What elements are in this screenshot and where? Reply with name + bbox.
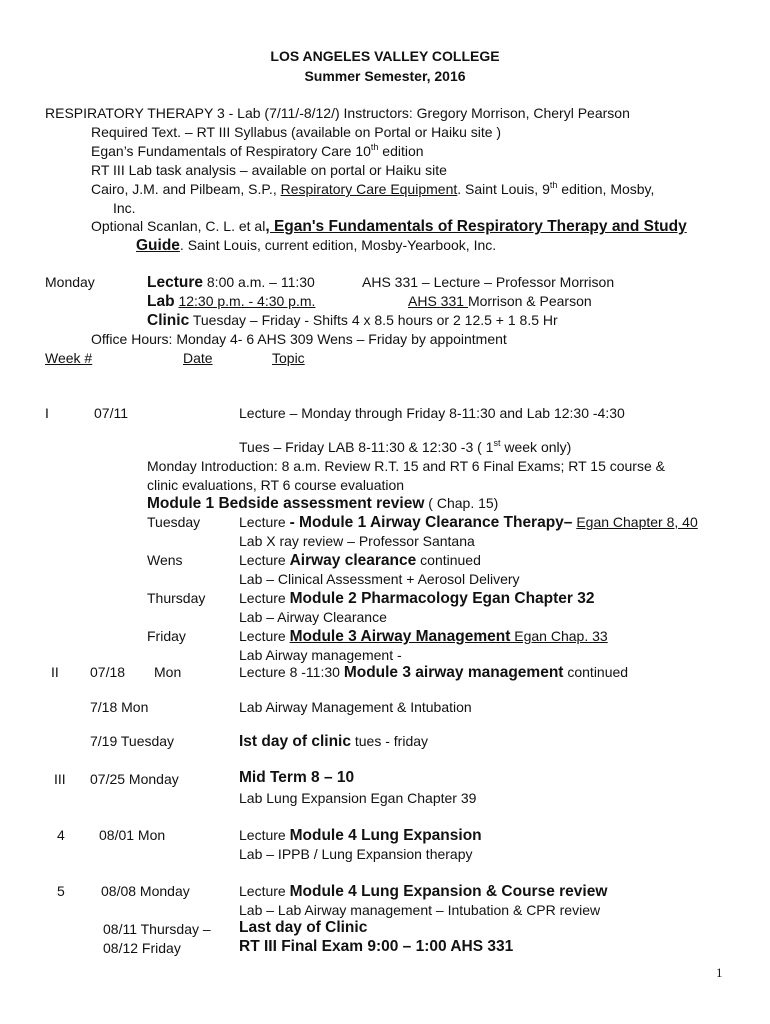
week-topic: Lecture Module 4 Lung Expansion xyxy=(239,827,482,844)
week-topic-lab: Lab – Lab Airway management – Intubation & CPR review xyxy=(239,902,601,918)
row-topic: Ist day of clinic tues - friday xyxy=(239,733,429,750)
introduction-line: Monday Introduction: 8 a.m. Review R.T. 15 and RT 6 Final Exams; RT 15 course & xyxy=(147,458,665,474)
lecture-room: AHS 331 – Lecture – Professor Morrison xyxy=(362,274,615,290)
cairo-text-cont: Inc. xyxy=(113,200,136,216)
week-topic-lab: Lab – IPPB / Lung Expansion therapy xyxy=(239,846,473,862)
page-number: 1 xyxy=(716,965,723,980)
introduction-line-cont: clinic evaluations, RT 6 course evaluation xyxy=(147,477,405,493)
day-label: Tuesday xyxy=(147,514,201,530)
monday-label: Monday xyxy=(45,274,95,290)
lab-room: AHS 331 Morrison & Pearson xyxy=(408,293,592,309)
course-line: RESPIRATORY THERAPY 3 - Lab (7/11/-8/12/) Instructors: Gregory Morrison, Cheryl Pearson xyxy=(45,105,630,121)
office-hours: Office Hours: Monday 4- 6 AHS 309 Wens – Friday by appointment xyxy=(91,331,507,347)
week-topic-lab: Lab Lung Expansion Egan Chapter 39 xyxy=(239,790,477,806)
week-date: 07/18 xyxy=(90,664,126,680)
egan-text: Egan’s Fundamentals of Respiratory Care 10th edition xyxy=(91,142,424,159)
week-topic: Lecture – Monday through Friday 8-11:30 and Lab 12:30 -4:30 xyxy=(239,405,625,421)
week-topic: Mid Term 8 – 10 xyxy=(239,769,355,786)
topic-column-header: Topic xyxy=(272,350,305,366)
cairo-text: Cairo, J.M. and Pilbeam, S.P., Respiratory Care Equipment. Saint Louis, 9th edition, Mosby, xyxy=(91,180,655,197)
week-number: 5 xyxy=(57,883,65,899)
week-number: II xyxy=(51,664,59,680)
friday-lecture: Lecture Module 3 Airway Management Egan Chap. 33 xyxy=(239,628,608,645)
college-title: LOS ANGELES VALLEY COLLEGE xyxy=(270,48,500,64)
row-topic: Last day of Clinic xyxy=(239,919,368,936)
week-date: 07/25 Monday xyxy=(90,771,179,787)
week-column-header: Week # xyxy=(45,350,93,366)
week-topic-lab: Tues – Friday LAB 8-11:30 & 12:30 -3 ( 1st week only) xyxy=(239,438,572,455)
row-date: 7/19 Tuesday xyxy=(90,733,175,749)
task-analysis-text: RT III Lab task analysis – available on portal or Haiku site xyxy=(91,162,447,178)
wednesday-lecture: Lecture Airway clearance continued xyxy=(239,552,481,569)
lab-line: Lab 12:30 p.m. - 4:30 p.m. xyxy=(147,293,316,310)
row-topic: RT III Final Exam 9:00 – 1:00 AHS 331 xyxy=(239,938,514,955)
row-date: 7/18 Mon xyxy=(90,699,149,715)
tuesday-lab: Lab X ray review – Professor Santana xyxy=(239,533,475,549)
week-day: Mon xyxy=(154,664,182,680)
date-column-header: Date xyxy=(183,350,213,366)
week-topic: Lecture 8 -11:30 Module 3 airway management continued xyxy=(239,664,629,681)
week-date: 08/01 Mon xyxy=(99,827,166,843)
tuesday-lecture: Lecture - Module 1 Airway Clearance Therapy– Egan Chapter 8, 40 xyxy=(239,514,698,531)
required-text: Required Text. – RT III Syllabus (available on Portal or Haiku site ) xyxy=(91,124,502,140)
row-date: 08/11 Thursday – xyxy=(103,921,211,937)
thursday-lab: Lab – Airway Clearance xyxy=(239,609,387,625)
module-1-line: Module 1 Bedside assessment review ( Chap. 15) xyxy=(147,495,499,512)
optional-text-cont: Guide. Saint Louis, current edition, Mosby-Yearbook, Inc. xyxy=(136,237,497,254)
week-date: 07/11 xyxy=(94,405,128,421)
row-date: 08/12 Friday xyxy=(103,940,181,956)
week-date: 08/08 Monday xyxy=(101,883,190,899)
day-label: Wens xyxy=(147,552,183,568)
optional-text: Optional Scanlan, C. L. et al, Egan's Fundamentals of Respiratory Therapy and Study xyxy=(91,218,687,235)
week-topic: Lecture Module 4 Lung Expansion & Course review xyxy=(239,883,608,900)
day-label: Friday xyxy=(147,628,186,644)
clinic-line: Clinic Tuesday – Friday - Shifts 4 x 8.5 hours or 2 12.5 + 1 8.5 Hr xyxy=(147,312,558,329)
day-label: Thursday xyxy=(147,590,206,606)
week-number: III xyxy=(54,771,66,787)
thursday-lecture: Lecture Module 2 Pharmacology Egan Chapter 32 xyxy=(239,590,595,607)
semester-title: Summer Semester, 2016 xyxy=(304,68,466,84)
week-number: I xyxy=(45,405,49,421)
row-topic: Lab Airway Management & Intubation xyxy=(239,699,472,715)
friday-lab: Lab Airway management - xyxy=(239,647,402,663)
week-number: 4 xyxy=(57,827,65,843)
lecture-line: Lecture 8:00 a.m. – 11:30 xyxy=(147,274,315,291)
wednesday-lab: Lab – Clinical Assessment + Aerosol Delivery xyxy=(239,571,520,587)
